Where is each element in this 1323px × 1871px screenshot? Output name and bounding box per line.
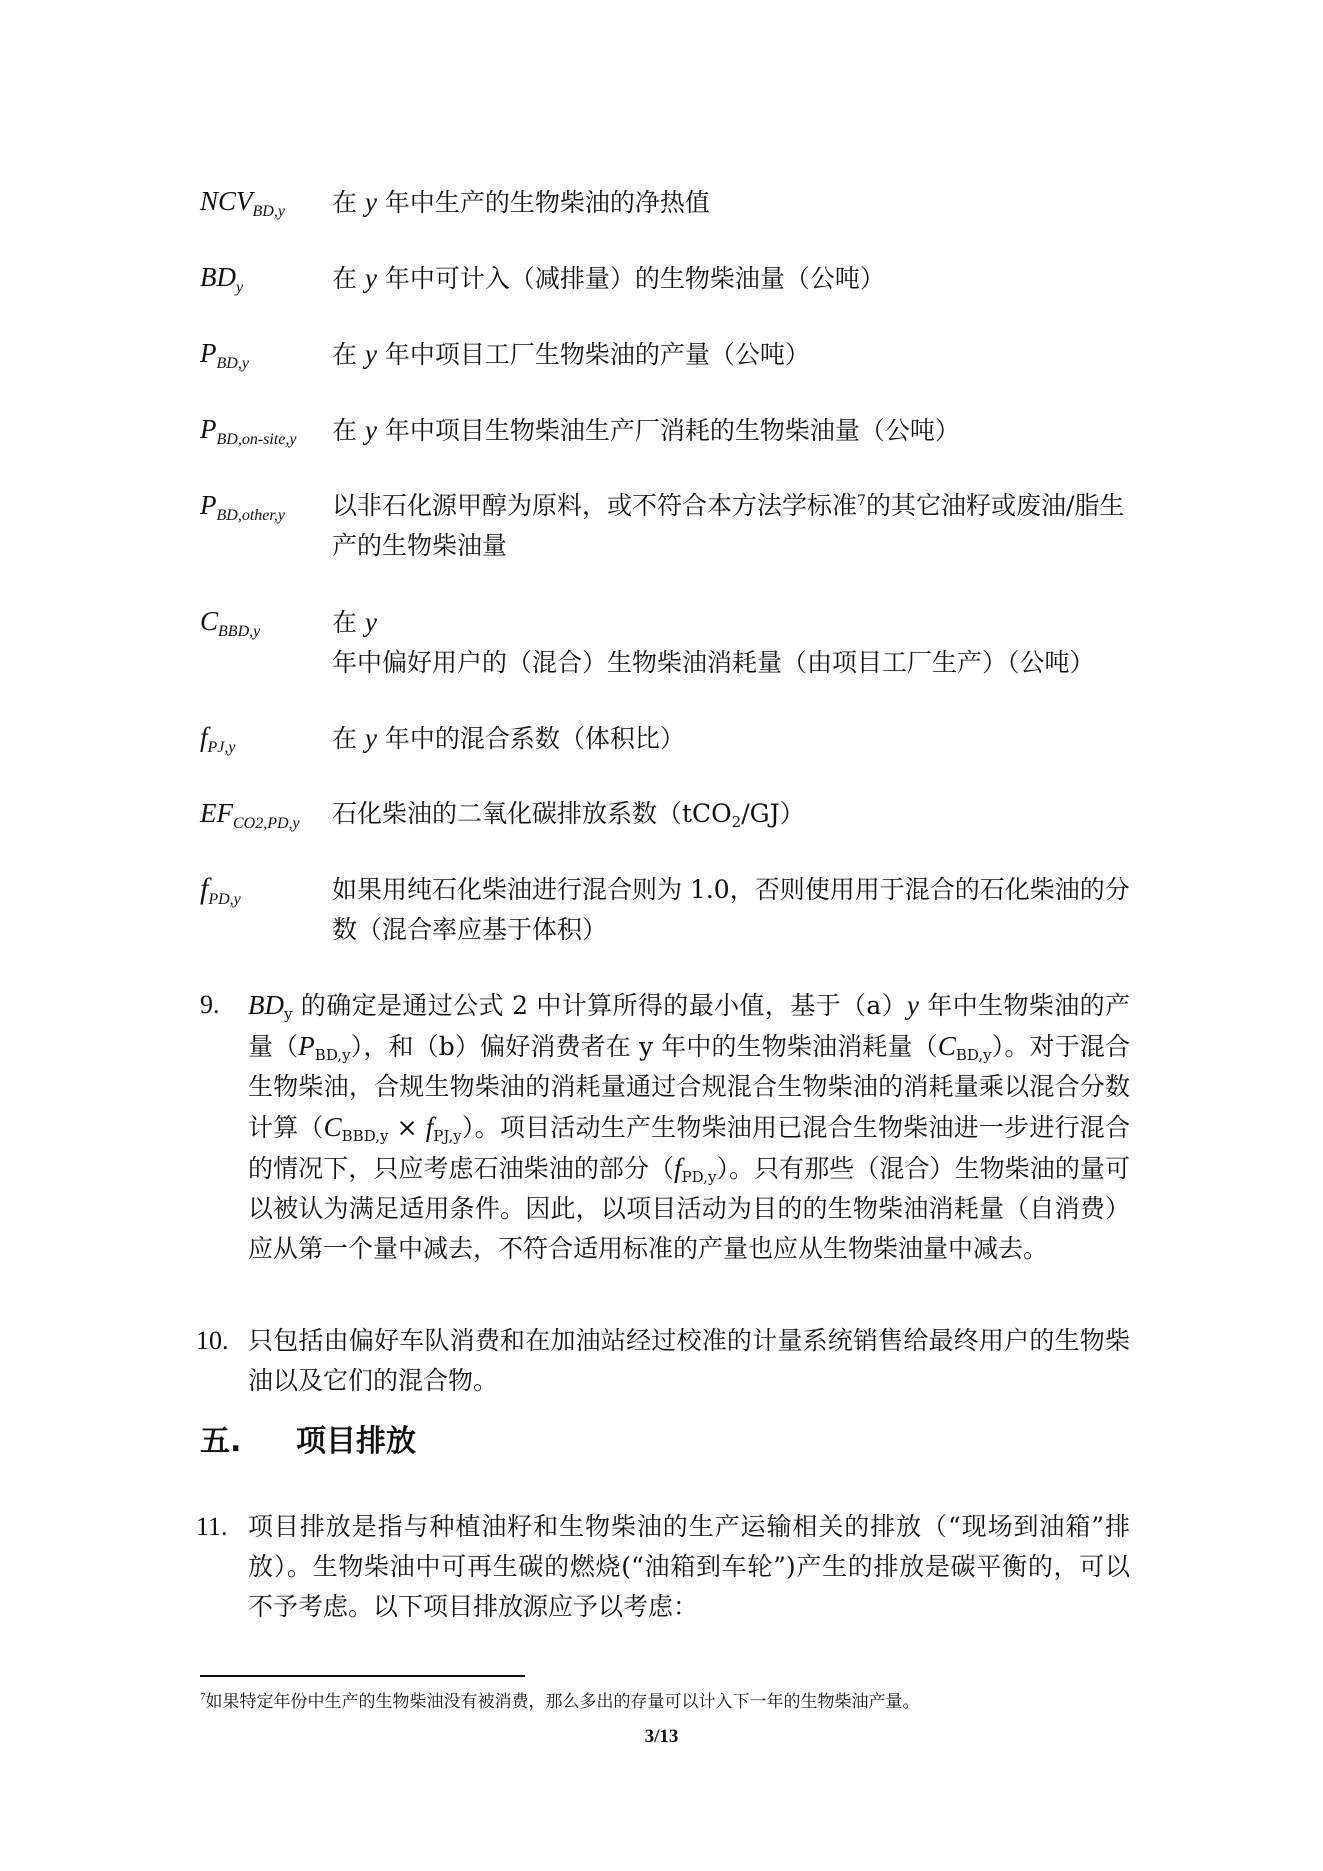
- definition-symbol: $P_{BD,on-site,y}$: [200, 414, 297, 448]
- definition-symbol: $f_{PJ,y}$: [200, 722, 236, 756]
- definition-symbol: $C_{BBD,y}$: [200, 606, 261, 640]
- section-title: 项目排放: [296, 1424, 416, 1459]
- page-number: 3/13: [644, 1726, 679, 1747]
- definition-symbol: $f_{PD,y}$: [200, 872, 241, 908]
- paragraph-number: 10.: [196, 1326, 229, 1355]
- footnote-divider: [200, 1675, 525, 1677]
- definition-symbol: $NCV_{BD,y}$: [200, 186, 285, 220]
- definition-text: 石化柴油的二氧化碳排放系数（tCO$_2$/GJ）: [332, 799, 805, 831]
- footnote-ref: 7: [857, 493, 866, 509]
- definition-text: 在 y 年中的混合系数（体积比）: [332, 723, 685, 753]
- paragraph-number: 11.: [196, 1512, 228, 1541]
- definition-text: 以非石化源甲醇为原料，或不符合本方法学标准$^7$的其它油籽或废油/脂生产的生物柴油量: [332, 491, 1125, 560]
- paragraph-number: 9.: [200, 990, 220, 1019]
- definition-text: 在 y 年中生产的生物柴油的净热值: [332, 187, 710, 217]
- paragraph-text: 只包括由偏好车队消费和在加油站经过校准的计量系统销售给最终用户的生物柴油以及它们的混合物。: [248, 1326, 1130, 1395]
- definition-symbol: $EF_{CO2,PD,y}$: [200, 798, 300, 832]
- definition-text: 在 y 年中项目工厂生物柴油的产量（公吨）: [332, 339, 810, 369]
- definition-text: 如果用纯石化柴油进行混合则为 1.0，否则使用用于混合的石化柴油的分数（混合率应基于体积）: [332, 875, 1130, 944]
- section-number: 五.: [200, 1424, 242, 1459]
- definition-symbol: $BD_y$: [200, 262, 244, 296]
- footnote: $^7$如果特定年份中生产的生物柴油没有被消费，那么多出的存量可以计入下一年的生物柴油产量。: [200, 1691, 920, 1712]
- definition-text: 在 y 年中项目生物柴油生产厂消耗的生物柴油量（公吨）: [332, 415, 960, 445]
- paragraph-text: $BD_y$ 的确定是通过公式 2 中计算所得的最小值，基于（a）y 年中生物柴油的产量$(P_{BD,y})$，和（b）偏好消费者在 y 年中的生物柴油消耗量$(C_{BD,y})$。对于混合生物柴油，合规生物柴油的消耗量通过合规混合生物柴油的消耗量乘以混合分数计算$(C_{BBD,y} \times f_{PJ,y})$。项目活动生产生物柴油用已混合生物柴油进一步进行混合的情况下，只应考虑石油柴油的部分$(f_{PD,y})$。只有那些（混合）生物柴油的量可以被认为满足适用条件。因此，以项目活动为目的的生物柴油消耗量（自消费）应从第一个量中减去，不符合适用标准的产量也应从生物柴油量中减去。: [248, 990, 1131, 1263]
- definition-text: 在 y 年中偏好用户的（混合）生物柴油消耗量（由项目工厂生产）（公吨）: [332, 607, 1095, 677]
- definition-symbol: $P_{BD,y}$: [200, 338, 249, 372]
- definition-symbol: $P_{BD,other,y}$: [200, 490, 285, 524]
- paragraph-text: 项目排放是指与种植油籽和生物柴油的生产运输相关的排放（“现场到油箱”排放）。生物柴油中可再生碳的燃烧(“油箱到车轮”)产生的排放是碳平衡的，可以不予考虑。以下项目排放源应予以考虑：: [248, 1512, 1130, 1621]
- definition-text: 在 y 年中可计入（减排量）的生物柴油量（公吨）: [332, 263, 885, 293]
- section-heading: [200, 1418, 416, 1466]
